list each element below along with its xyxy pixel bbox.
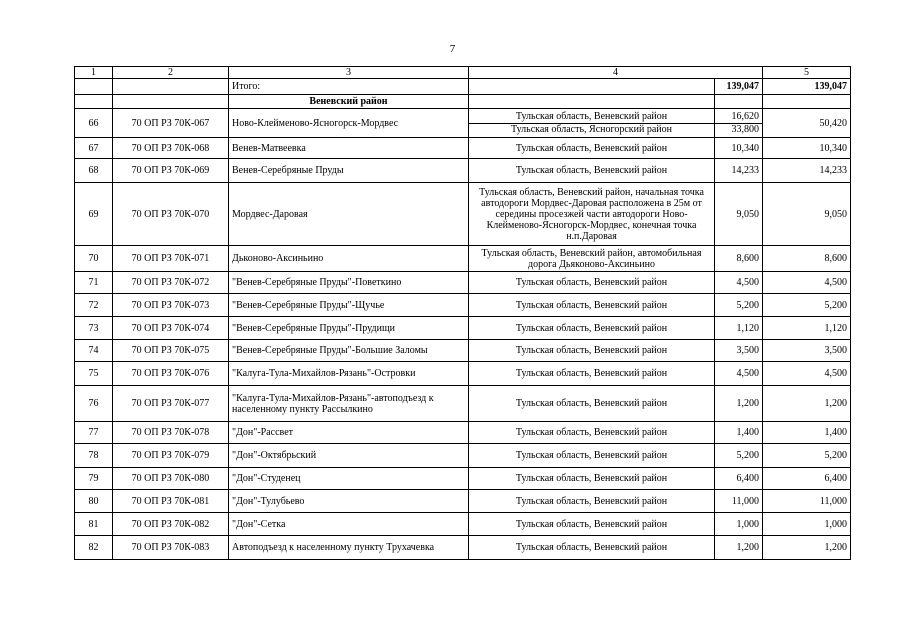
road-location: Тульская область, Веневский район [469,490,715,513]
table-row [75,317,851,340]
road-location: Тульская область, Веневский район [469,294,715,317]
road-location: Тульская область, Веневский район, начальная точка автодороги Мордвес-Даровая расположена в 25м от середины просезжей части автодороги Ново-Клейменово-Ясногорск-Мордвес, конечная точка н.п.Даровая [469,183,715,246]
row-number: 78 [75,444,113,468]
table-row [75,362,851,386]
table-row [75,272,851,294]
table-row [75,468,851,490]
header-col-5: 5 [763,67,851,79]
road-code: 70 ОП РЗ 70К-083 [113,536,229,560]
road-code: 70 ОП РЗ 70К-072 [113,272,229,294]
row-number: 73 [75,317,113,340]
road-name: "Венев-Серебряные Пруды"-Щучье [229,294,469,317]
total-length: 6,400 [763,468,851,490]
total-length: 11,000 [763,490,851,513]
total-value-4: 139,047 [715,79,763,95]
segment-length: 5,200 [715,444,763,468]
road-location: Тульская область, Веневский район [469,468,715,490]
road-location: Тульская область, Веневский район [469,444,715,468]
segment-length: 8,600 [715,246,763,272]
road-name: Автоподъезд к населенному пункту Трухачевка [229,536,469,560]
total-length: 1,000 [763,513,851,536]
row-number: 74 [75,340,113,362]
total-length: 1,200 [763,536,851,560]
road-code: 70 ОП РЗ 70К-067 [113,109,229,138]
segment-length: 6,400 [715,468,763,490]
road-code: 70 ОП РЗ 70К-075 [113,340,229,362]
road-code: 70 ОП РЗ 70К-080 [113,468,229,490]
table-row [75,246,851,272]
road-location: Тульская область, Веневский район [469,159,715,183]
road-name: "Калуга-Тула-Михайлов-Рязань"-Островки [229,362,469,386]
road-name: Дьконово-Аксиньино [229,246,469,272]
length-line: 33,800 [715,123,762,136]
total-label: Итого: [229,79,469,95]
road-name: "Венев-Серебряные Пруды"-Поветкино [229,272,469,294]
road-name: Венев-Матвеевка [229,138,469,159]
table-row [75,159,851,183]
total-length: 14,233 [763,159,851,183]
road-location: Тульская область, Веневский район [469,317,715,340]
table-row [75,444,851,468]
district-title: Веневский район [229,95,469,109]
total-length: 9,050 [763,183,851,246]
total-row [75,79,851,95]
road-code: 70 ОП РЗ 70К-071 [113,246,229,272]
segment-length: 4,500 [715,272,763,294]
road-location: Тульская область, Веневский район [469,422,715,444]
road-code: 70 ОП РЗ 70К-078 [113,422,229,444]
road-name: "Венев-Серебряные Пруды"-Большие Заломы [229,340,469,362]
segment-length: 1,200 [715,386,763,422]
row-number: 82 [75,536,113,560]
road-code: 70 ОП РЗ 70К-068 [113,138,229,159]
header-col-4: 4 [469,67,763,79]
table-row [75,183,851,246]
row-number: 80 [75,490,113,513]
table-row [75,340,851,362]
segment-length: 5,200 [715,294,763,317]
total-length: 5,200 [763,444,851,468]
road-location: Тульская область, Веневский район [469,340,715,362]
segment-length: 4,500 [715,362,763,386]
road-location: Тульская область, Веневский район [469,536,715,560]
road-location: Тульская область, Веневский район [469,272,715,294]
table-row [75,513,851,536]
location-line: Тульская область, Веневский район [515,110,668,122]
table-row [75,490,851,513]
row-number: 77 [75,422,113,444]
road-name: "Дон"-Тулубьево [229,490,469,513]
row-number: 81 [75,513,113,536]
length-line: 16,620 [731,110,759,122]
total-length: 50,420 [763,109,851,138]
total-length: 4,500 [763,362,851,386]
segment-length: 11,000 [715,490,763,513]
table-row [75,294,851,317]
road-location: Тульская область, Веневский район [469,362,715,386]
row-number: 72 [75,294,113,317]
roads-table [74,66,851,560]
row-number: 66 [75,109,113,138]
table-row [75,386,851,422]
road-code: 70 ОП РЗ 70К-073 [113,294,229,317]
road-code: 70 ОП РЗ 70К-081 [113,490,229,513]
row-number: 71 [75,272,113,294]
road-name: "Калуга-Тула-Михайлов-Рязань"-автоподъезд к населенному пункту Рассылкино [229,386,469,422]
header-col-1: 1 [75,67,113,79]
total-length: 8,600 [763,246,851,272]
segment-length: 1,000 [715,513,763,536]
district-row [75,95,851,109]
row-number: 76 [75,386,113,422]
page-number: 7 [449,43,456,55]
road-code: 70 ОП РЗ 70К-074 [113,317,229,340]
road-location: Тульская область, Веневский район, автомобильная дорога Дьяконово-Аксиньино [469,246,715,272]
total-length: 5,200 [763,294,851,317]
road-name: "Дон"-Сетка [229,513,469,536]
road-code: 70 ОП РЗ 70К-082 [113,513,229,536]
segment-length: 10,340 [715,138,763,159]
total-length: 1,400 [763,422,851,444]
table-row [75,138,851,159]
road-code: 70 ОП РЗ 70К-069 [113,159,229,183]
road-name: "Дон"-Студенец [229,468,469,490]
segment-length [715,109,763,138]
total-value-5: 139,047 [763,79,851,95]
segment-length: 3,500 [715,340,763,362]
total-length: 4,500 [763,272,851,294]
total-length: 1,120 [763,317,851,340]
table-row [75,536,851,560]
road-name: Венев-Серебряные Пруды [229,159,469,183]
road-name: "Дон"-Рассвет [229,422,469,444]
location-line: Тульская область, Ясногорский район [469,123,714,136]
road-name: "Дон"-Октябрьский [229,444,469,468]
total-length: 10,340 [763,138,851,159]
row-number: 79 [75,468,113,490]
segment-length: 1,200 [715,536,763,560]
road-location: Тульская область, Веневский район [469,138,715,159]
segment-length: 1,120 [715,317,763,340]
total-length: 3,500 [763,340,851,362]
header-col-2: 2 [113,67,229,79]
road-code: 70 ОП РЗ 70К-070 [113,183,229,246]
row-number: 67 [75,138,113,159]
road-name: Ново-Клейменово-Ясногорск-Мордвес [229,109,469,138]
road-name: "Венев-Серебряные Пруды"-Прудищи [229,317,469,340]
table-row [75,422,851,444]
row-number: 69 [75,183,113,246]
header-row [75,67,851,79]
row-number: 68 [75,159,113,183]
segment-length: 14,233 [715,159,763,183]
header-col-3: 3 [229,67,469,79]
segment-length: 9,050 [715,183,763,246]
road-code: 70 ОП РЗ 70К-076 [113,362,229,386]
road-location [469,109,715,138]
table-row [75,109,851,138]
road-code: 70 ОП РЗ 70К-077 [113,386,229,422]
road-location: Тульская область, Веневский район [469,513,715,536]
road-code: 70 ОП РЗ 70К-079 [113,444,229,468]
total-length: 1,200 [763,386,851,422]
road-location: Тульская область, Веневский район [469,386,715,422]
row-number: 70 [75,246,113,272]
segment-length: 1,400 [715,422,763,444]
row-number: 75 [75,362,113,386]
road-name: Мордвес-Даровая [229,183,469,246]
